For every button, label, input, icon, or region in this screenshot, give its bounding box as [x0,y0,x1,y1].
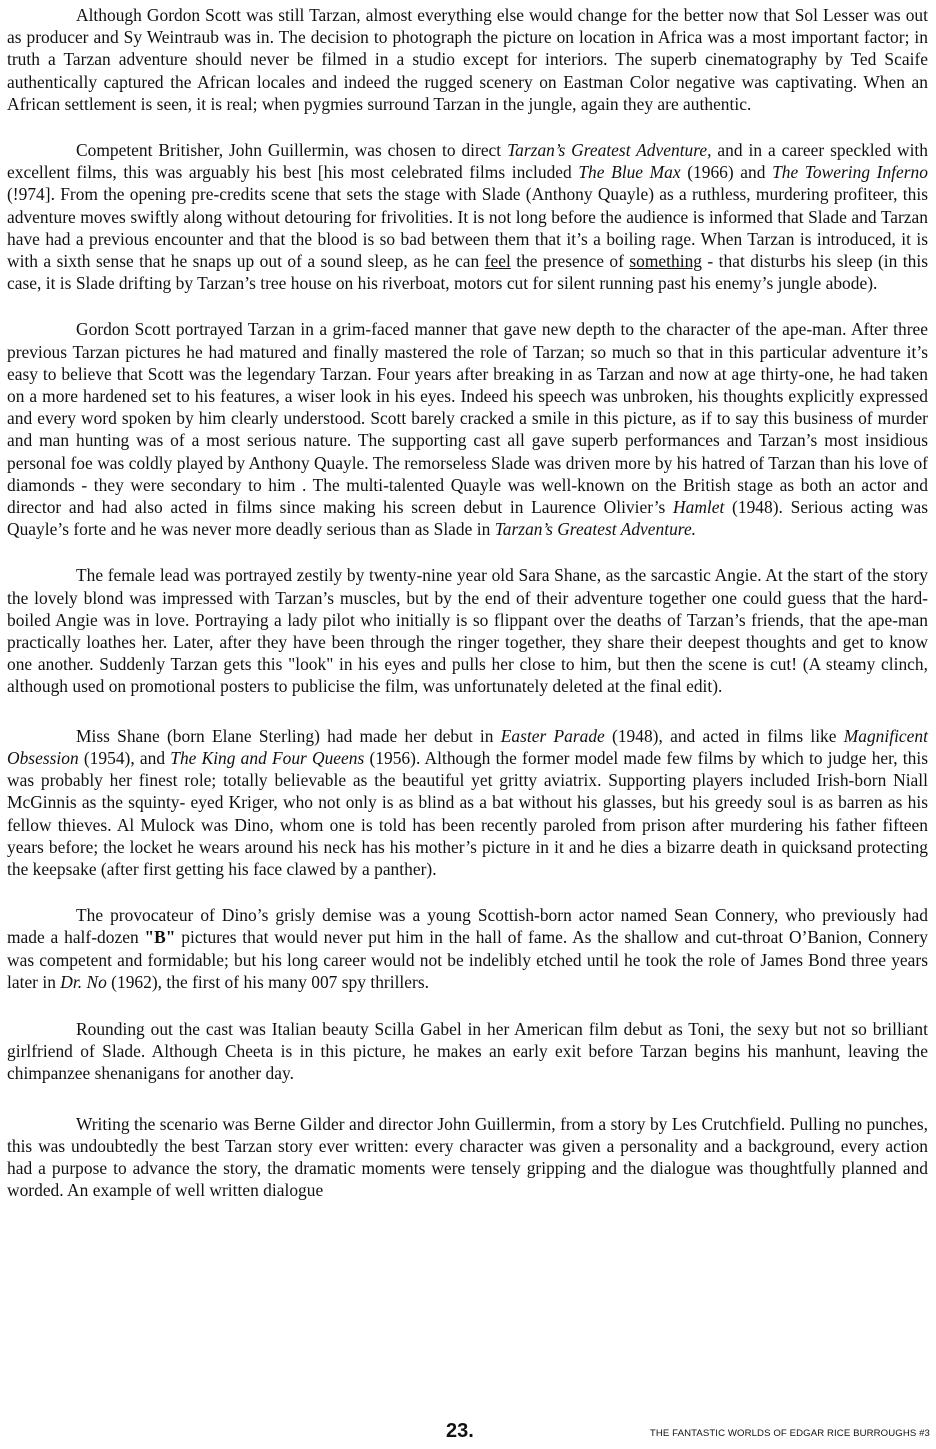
text-run: Gordon Scott portrayed Tarzan in a grim-faced manner that gave new depth to the character of the ape-man. After three previous Tarzan pictures he had matured and finally mastered the role of Tarzan; so much so that in this particular adventure it’s easy to believe that Scott was the legendary Tarzan. Four years after breaking in as Tarzan and now at age thirty-one, he had taken on a more hardened set to his features, a wiser look in his eyes. Indeed his speech was unbroken, his thoughts explicitly expressed and every word spoken by him clearly understood. Scott barely cracked a smile in this picture, as if to say this business of murder and man hunting was of a most serious nature. The supporting cast all gave superb performances and Tarzan’s most insidious personal foe was coldly played by Anthony Quayle. The remorseless Slade was driven more by his hatred of Tarzan than his love of diamonds - they were secondary to him . The multi-talented Quayle was well-known on the British stage as both an actor and director and had also acted in films since making his screen debut in Laurence Olivier’s [7,319,928,518]
underlined-text: something [629,251,702,272]
italic-title: Easter Parade [500,725,605,746]
italic-title: Hamlet [673,497,725,518]
page-number: 23. [446,1420,474,1442]
paragraph-8 [7,1113,928,1202]
paragraph-5 [7,725,928,880]
italic-title: The Towering Inferno [772,162,928,183]
text-run: Competent Britisher, John Guillermin, was chosen to direct [76,140,508,161]
text-run: Miss Shane (born Elane Sterling) had made her debut in [76,725,501,746]
paragraph-7 [7,1018,928,1085]
text-run: and in a career speckled with excellent films, this was arguably his best [his most celebrated films included [7,140,929,183]
text-run: pictures that would never put him in the hall of fame. As the shallow and cut-throat O’Banion, Connery was competent and formidable; but his long career would not be indelibly etched until he took the role of James Bond three years later in [7,927,928,992]
italic-title: Tarzan’s Greatest Adventure. [494,519,697,540]
page-footer [0,1420,936,1446]
running-title: THE FANTASTIC WORLDS OF EDGAR RICE BURROUGHS #3 [649,1428,930,1439]
text-run: (1954), and [78,747,171,768]
text-run: (1966) and [680,162,773,183]
text-run: The female lead was portrayed zestily by twenty-nine year old Sara Shane, as the sarcastic Angie. At the start of the story the lovely blond was impressed with Tarzan’s muscles, but by the end of their adventure together one could guess that the hard-boiled Angie was in love. Portraying a lady pilot who initially is so flippant over the deaths of Tarzan’s friends, that the ape-man practically loathes her. Later, after they have been through the ringer together, they share their deepest thoughts and get to know one another. Suddenly Tarzan gets this "look" in his eyes and pulls her close to him, but then the scene is cut! (A steamy clinch, although used on promotional posters to publicise the film, was unfortunately deleted at the final edit). [7,565,928,697]
bold-text: "B" [144,927,176,948]
text-run: Writing the scenario was Berne Gilder and director John Guillermin, from a story by Les Crutchfield. Pulling no punches, this was undoubtedly the best Tarzan story ever written: every character was given a personality and a background, every action had a purpose to advance the story, the dramatic moments were tensely gripping and the dialogue was thoughtfully planned and worded. An example of well written dialogue [7,1113,928,1201]
text-run: (1948), and acted in films like [604,725,844,746]
paragraph-1 [7,4,928,115]
paragraph-6 [7,904,928,993]
paragraph-2 [7,139,928,294]
italic-title: Tarzan’s Greatest Adventure, [507,140,712,161]
text-run: The provocateur of Dino’s grisly demise was a young Scottish-born actor named Sean Connery, who previously had made a half-dozen [7,905,928,948]
italic-title: Dr. No [60,971,107,992]
underlined-text: feel [484,251,511,272]
italic-title: Magnificent Obsession [7,725,928,768]
text-run: (1948). Serious acting was Quayle’s forte and he was never more deadly serious than as Slade in [7,497,928,540]
italic-title: The Blue Max [578,162,681,183]
paragraph-3 [7,318,928,540]
text-run: (!974]. From the opening pre-credits scene that sets the stage with Slade (Anthony Quayle) as a ruthless, murdering profiteer, this adventure moves swiftly along without detouring for frivolities. It is not long before the audience is informed that Slade and Tarzan have had a previous encounter and that the blood is so bad between them that it’s a boiling rage. When Tarzan is introduced, it is with a sixth sense that he snaps up out of a sound sleep, as he can [7,184,928,272]
italic-title: The King and Four Queens [170,747,365,768]
text-run: (1956). Although the former model made few films by which to judge her, this was probably her finest role; totally believable as the beautiful yet gritty aviatrix. Supporting players included Irish-born Niall McGinnis as the squinty- eyed Kriger, who not only is as blind as a bat without his glasses, but his greedy soul is as barren as his fellow thieves. Al Mulock was Dino, whom one is told has been recently paroled from prison after murdering his father fifteen years before; the locket he wears around his neck has his mother’s picture in it and he dies a bizarre death in quicksand protecting the keepsake (after first getting his face clawed by a panther). [7,747,929,879]
text-run: Rounding out the cast was Italian beauty Scilla Gabel in her American film debut as Toni, the sexy but not so brilliant girlfriend of Slade. Although Cheeta is in this picture, he makes an early exit before Tarzan begins his manhunt, leaving the chimpanzee shenanigans for another day. [7,1018,928,1084]
text-run: Although Gordon Scott was still Tarzan, almost everything else would change for the better now that Sol Lesser was out as producer and Sy Weintraub was in. The decision to photograph the picture on location in Africa was a most important factor; in truth a Tarzan adventure should never be filmed in a studio except for interiors. The superb cinematography by Ted Scaife authentically captured the African locales and indeed the rugged scenery on Eastman Color negative was captivating. When an African settlement is seen, it is real; when pygmies surround Tarzan in the jungle, again they are authentic. [7,5,928,114]
article-body [7,4,928,1225]
text-run: (1962), the first of his many 007 spy thrillers. [106,971,429,992]
text-run: the presence of [510,251,630,272]
text-run: - that disturbs his sleep (in this case, it is Slade drifting by Tarzan’s tree house on his riverboat, motors cut for silent running past his enemy’s jungle abode). [7,251,928,294]
paragraph-4 [7,564,928,697]
